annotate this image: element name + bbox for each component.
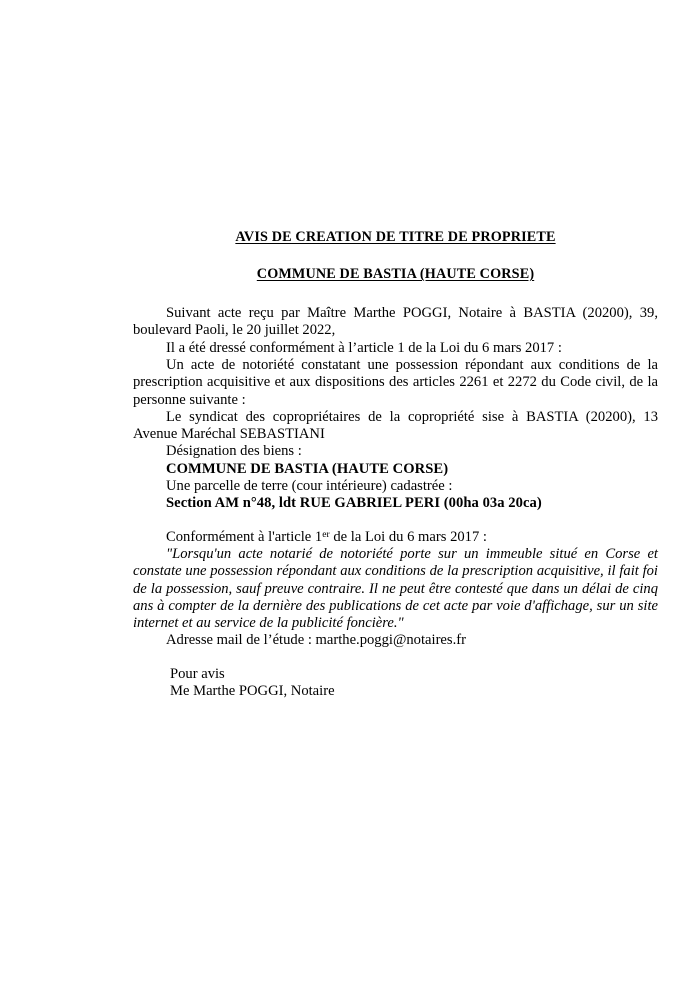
conformement-suffix: de la Loi du 6 mars 2017 : [329, 528, 487, 545]
designation-section: Section AM n°48, ldt RUE GABRIEL PERI (00ha 03a 20ca) [166, 495, 542, 512]
paragraph-dresse-conformement: Il a été dressé conformément à l’article 1 de la Loi du 6 mars 2017 : [166, 339, 562, 356]
page-title [133, 229, 658, 246]
signature-pour-avis: Pour avis [170, 665, 225, 682]
designation-parcelle: Une parcelle de terre (cour intérieure) cadastrée : [166, 478, 453, 495]
designation-commune: COMMUNE DE BASTIA (HAUTE CORSE) [166, 460, 449, 477]
signature-notaire: Me Marthe POGGI, Notaire [170, 683, 335, 699]
spacer [133, 283, 658, 305]
label-designation-biens: Désignation des biens : [166, 443, 302, 460]
paragraph-acte-notoriete: Un acte de notoriété constatant une possession répondant aux conditions de la prescription acquisitive et aux dispositions des articles 2261 et 2272 du Code civil, de la personne suivante : [133, 356, 658, 408]
paragraph-syndicat: Le syndicat des copropriétaires de la copropriété sise à BASTIA (20200), 13 Avenue Maréchal SEBASTIANI [133, 408, 658, 443]
conformement-prefix: Conformément à l'article 1 [166, 528, 323, 545]
spacer [133, 650, 658, 666]
paragraph-conformement-article [133, 529, 658, 546]
ordinal-suffix: er [322, 528, 330, 540]
page-subtitle-text: COMMUNE DE BASTIA (HAUTE CORSE) [256, 266, 535, 283]
paragraph-acte-recu: Suivant acte reçu par Maître Marthe POGGI, Notaire à BASTIA (20200), 39, boulevard Paoli, le 20 juillet 2022, [133, 305, 658, 339]
page-title-text: AVIS DE CREATION DE TITRE DE PROPRIETE [235, 229, 556, 245]
spacer [133, 513, 658, 529]
paragraph-adresse-mail: Adresse mail de l’étude : marthe.poggi@notaires.fr [166, 632, 466, 649]
legal-quotation: "Lorsqu'un acte notarié de notoriété porte sur un immeuble situé en Corse et constate une possession répondant aux conditions de la prescription acquisitive, il fait foi de la possession, sauf preuve contraire. Il ne peut être contesté que dans un délai de cinq ans à compter de la dernière des publications de cet acte par voie d'affichage, sur un site internet et au service de la publicité foncière." [133, 545, 658, 632]
document-body [133, 225, 658, 700]
page-subtitle [133, 266, 658, 283]
